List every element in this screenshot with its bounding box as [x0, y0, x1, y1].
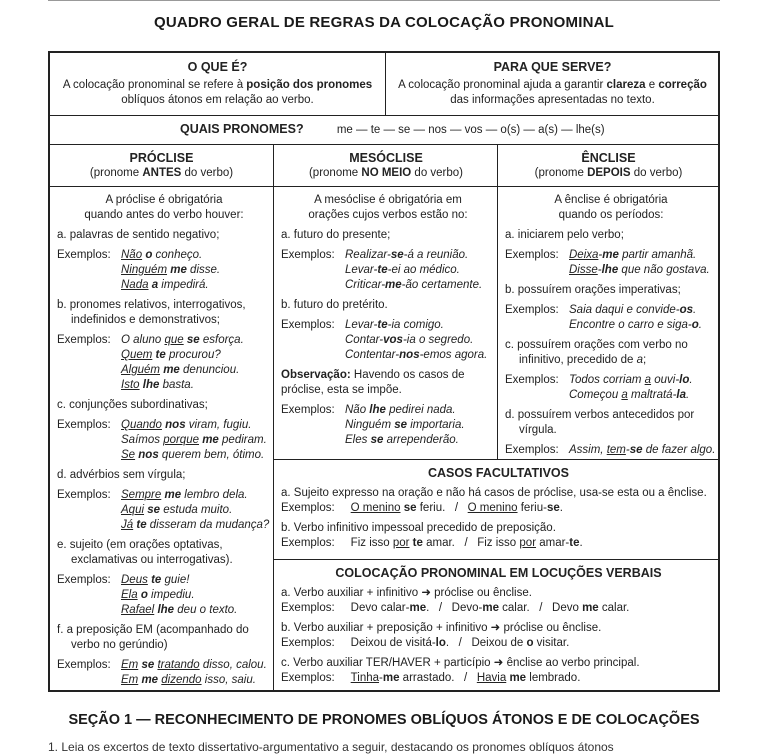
enclise-header: ÊNCLISE (pronome DEPOIS do verbo)	[534, 151, 683, 179]
rules-table	[48, 51, 720, 692]
question-text: 1. Leia os excertos de texto dissertativo-argumentativo a seguir, destacando os pronomes oblíquos átonos	[48, 740, 614, 754]
proclise-header: PRÓCLISE (pronome ANTES do verbo)	[89, 151, 234, 179]
section-heading: SEÇÃO 1 — RECONHECIMENTO DE PRONOMES OBLÍQUOS ÁTONOS E DE COLOCAÇÕES	[68, 712, 700, 728]
optional-cases: CASOS FACULTATIVOS a. Sujeito expresso na oração e não há casos de próclise, usa-se esta ou a ênclise. Exemplos: O menino se feriu. / O menino feriu-se. b. Verbo infinitivo impessoal precedido de preposição. Exemplos: Fiz isso por te amar. / Fiz isso por amar-te.	[281, 466, 707, 549]
what-is-cell: O QUE É? A colocação pronominal se refere à posição dos pronomes oblíquos átonos em relação ao verbo.	[50, 60, 385, 108]
mesoclise-column: A mesóclise é obrigatória em orações cujos verbos estão no: a. futuro do presente; Exemplos: Realizar-se-á a reunião. Levar-te-ei ao médico. Criticar-me-ão certamente. b. futuro do pretérito. Exemplos: Levar-te-ia comigo. Contar-vos-ia o segredo. Contentar-nos-emos agora. Observação: Havendo os casos de próclise, esta se impõe. Exemplos: Não lhe pedirei nada. Ninguém se importaria. Eles se arrependerão.	[281, 194, 488, 446]
purpose-cell: PARA QUE SERVE? A colocação pronominal ajuda a garantir clareza e correção das informações apresentadas no texto.	[387, 60, 718, 108]
purpose-heading: PARA QUE SERVE?	[493, 60, 612, 74]
proclise-column: A próclise é obrigatória quando antes do verbo houver: a. palavras de sentido negativo; Exemplos: Não o conheço. Ninguém me disse. Nada a impedirá. b. pronomes relativos, interrogativos, indefinidos e demonstrativos; Exemplos: O aluno que se esforça. Quem te procurou? Alguém me denunciou. Isto lhe basta. c. conjunções subordinativas; Exemplos: Quando nos viram, fugiu. Saímos porque me pediram. Se nos querem bem, ótimo. d. advérbios sem vírgula; Exemplos: Sempre me lembro dela. Aqui se estuda muito. Já te disseram da mudança? e. sujeito (em orações optativas, exclamativas ou interrogativas). Exemplos: Deus te guie! Ela o impediu. Rafael lhe deu o texto. f. a preposição EM (acompanhado do verbo no gerúndio) Exemplos: Em se tratando disso, calou. Em me dizendo isso, saiu.	[57, 194, 270, 686]
mesoclise-header: MESÓCLISE (pronome NO MEIO do verbo)	[308, 151, 464, 179]
page-title: QUADRO GERAL DE REGRAS DA COLOCAÇÃO PRONOMINAL	[153, 14, 615, 31]
enclise-column: A ênclise é obrigatória quando os períodos: a. iniciarem pelo verbo; Exemplos: Deixa-me partir amanhã. Disse-lhe que não gostava. b. possuírem orações imperativas; Exemplos: Saia daqui e convide-os. Encontre o carro e siga-o. c. possuírem orações com verbo no infinitivo, precedido de a; Exemplos: Todos corriam a ouvi-lo. Começou a maltratá-la. d. possuírem verbos antecedidos por vírgula. Exemplos: Assim, tem-se de fazer algo.	[505, 194, 716, 456]
which-pronouns-row: QUAIS PRONOMES? me — te — se — nos — vos — o(s) — a(s) — lhe(s)	[180, 122, 605, 136]
top-rule	[48, 0, 720, 1]
verbal-locutions: COLOCAÇÃO PRONOMINAL EM LOCUÇÕES VERBAIS a. Verbo auxiliar + infinitivo ➜ próclise ou ênclise. Exemplos: Devo calar-me. / Devo-me calar. / Devo me calar. b. Verbo auxiliar + preposição + infinitivo ➜ próclise ou ênclise. Exemplos: Deixou de visitá-lo. / Deixou de o visitar. c. Verbo auxiliar TER/HAVER + particípio ➜ ênclise ao verbo principal. Exemplos: Tinha-me arrastado. / Havia me lembrado.	[281, 566, 662, 684]
what-is-heading: O QUE É?	[187, 60, 248, 74]
